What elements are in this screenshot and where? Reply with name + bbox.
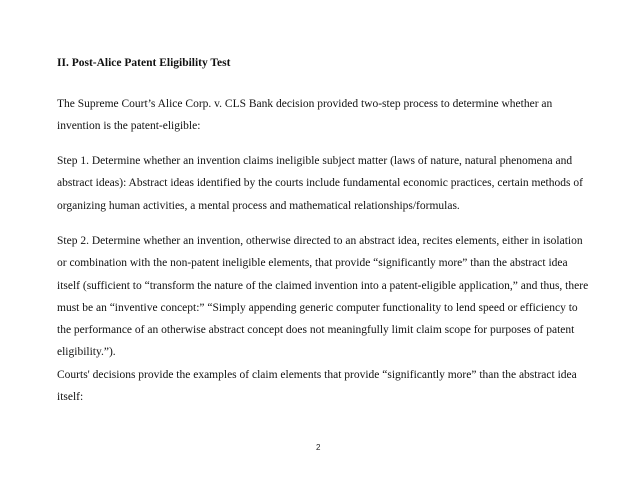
text-line: or combination with the non-patent ineligible elements, that provide “significantly more” than the abstract idea: [57, 257, 568, 270]
section-heading: II. Post-Alice Patent Eligibility Test: [57, 57, 231, 69]
text-line: must be an “inventive concept:” “Simply appending generic computer functionality to lend speed or efficiency to: [57, 301, 578, 314]
text-line: organizing human activities, a mental process and mathematical relationships/formulas.: [57, 199, 460, 212]
paragraph-courts-decisions: [57, 364, 597, 409]
text-line: eligibility.”).: [57, 346, 116, 359]
paragraph-step-1: [57, 150, 597, 217]
text-line: invention is the patent-eligible:: [57, 120, 201, 133]
text-line: Courts' decisions provide the examples of claim elements that provide “significantly more” than the abstract idea: [57, 369, 577, 381]
page-number: 2: [316, 443, 321, 452]
paragraph-step-2: [57, 230, 597, 364]
text-line: The Supreme Court’s Alice Corp. v. CLS Bank decision provided two-step process to determine whether an: [57, 98, 553, 110]
paragraph-intro: [57, 93, 597, 138]
text-line: itself (sufficient to “transform the nature of the claimed invention into a patent-eligible application,” and thus, there: [57, 279, 589, 292]
text-line: the performance of an otherwise abstract concept does not meaningfully limit claim scope for purposes of patent: [57, 324, 575, 337]
text-line: itself:: [57, 391, 84, 404]
text-line: Step 1. Determine whether an invention claims ineligible subject matter (laws of nature, natural phenomena and: [57, 155, 573, 167]
text-line: abstract ideas): Abstract ideas identified by the courts include fundamental economic practices, certain methods of: [57, 177, 583, 190]
text-line: Step 2. Determine whether an invention, otherwise directed to an abstract idea, recites elements, either in isolation: [57, 235, 583, 247]
